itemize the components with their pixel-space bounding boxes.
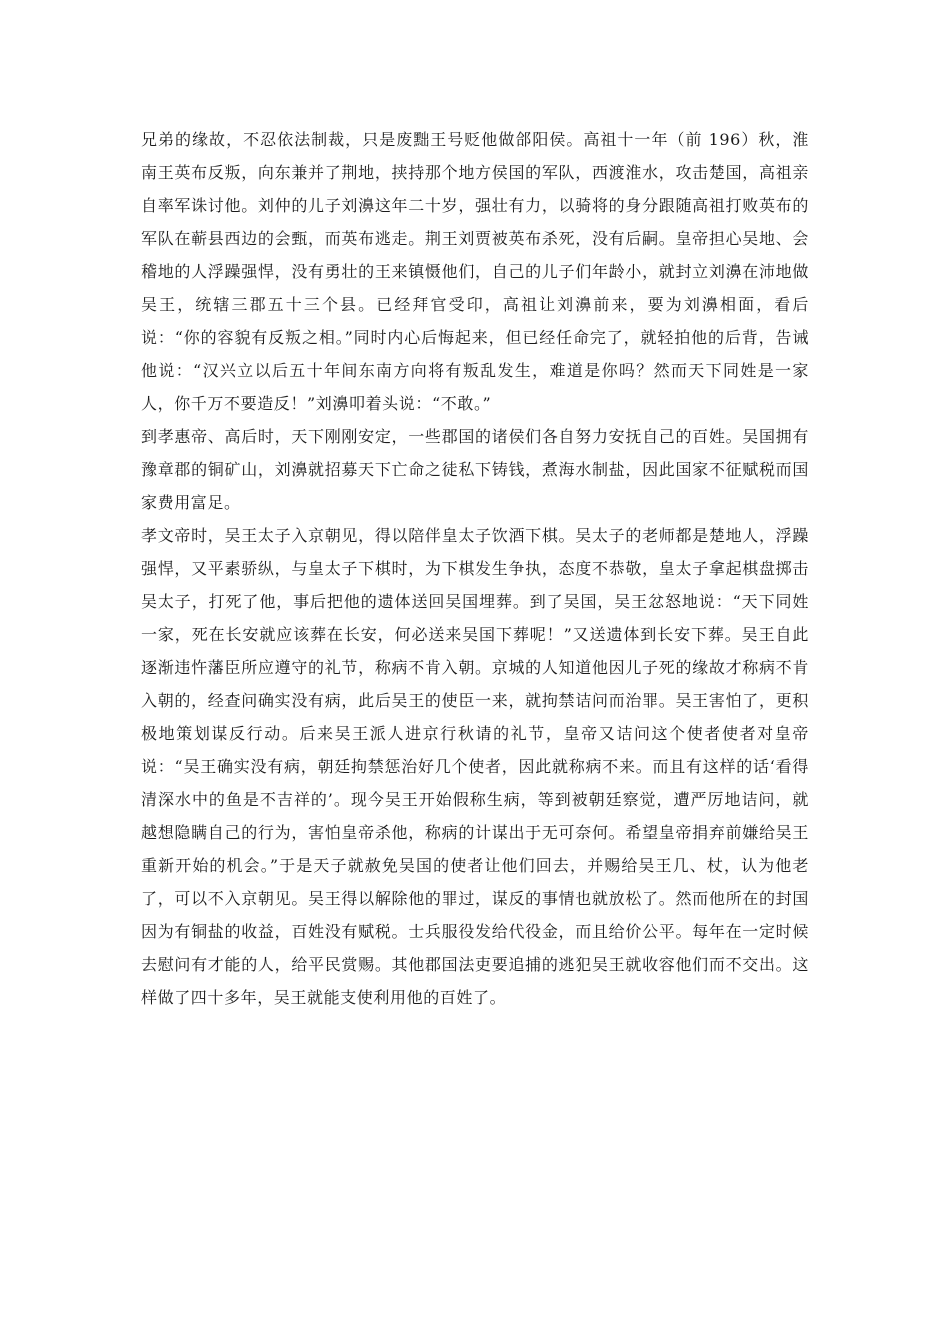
document-body bbox=[141, 123, 809, 1014]
paragraph: 兄弟的缘故，不忍依法制裁，只是废黜王号贬他做郃阳侯。高祖十一年（前 196）秋，淮南王英布反叛，向东兼并了荆地，挟持那个地方侯国的军队，西渡淮水，攻击楚国，高祖亲自率军诛讨他。刘仲的儿子刘濞这年二十岁，强壮有力，以骑将的身分跟随高祖打败英布的军队在蕲县西边的会甄，而英布逃走。荆王刘贾被英布杀死，没有后嗣。皇帝担心吴地、会稽地的人浮躁强悍，没有勇壮的王来镇慑他们，自己的儿子们年龄小，就封立刘濞在沛地做吴王，统辖三郡五十三个县。已经拜官受印，高祖让刘濞前来，要为刘濞相面，看后说：“你的容貌有反叛之相。”同时内心后悔起来，但已经任命完了，就轻拍他的后背，告诫他说：“汉兴立以后五十年间东南方向将有叛乱发生，难道是你吗？然而天下同姓是一家人，你千万不要造反！”刘濞叩着头说：“不敢。” bbox=[141, 130, 809, 413]
paragraph: 到孝惠帝、高后时，天下刚刚安定，一些郡国的诸侯们各自努力安抚自己的百姓。吴国拥有豫章郡的铜矿山，刘濞就招募天下亡命之徒私下铸钱，煮海水制盐，因此国家不征赋税而国家费用富足。 bbox=[141, 427, 809, 512]
paragraph: 孝文帝时，吴王太子入京朝见，得以陪伴皇太子饮酒下棋。吴太子的老师都是楚地人，浮躁强悍，又平素骄纵，与皇太子下棋时，为下棋发生争执，态度不恭敬，皇太子拿起棋盘掷击吴太子，打死了他，事后把他的遗体送回吴国埋葬。到了吴国，吴王忿怒地说：“天下同姓一家，死在长安就应该葬在长安，何必送来吴国下葬呢！”又送遗体到长安下葬。吴王自此逐渐违忤藩臣所应遵守的礼节，称病不肯入朝。京城的人知道他因儿子死的缘故才称病不肯入朝的，经查问确实没有病，此后吴王的使臣一来，就拘禁诘问而治罪。吴王害怕了，更积极地策划谋反行动。后来吴王派人进京行秋请的礼节，皇帝又诘问这个使者使者对皇帝说：“吴王确实没有病，朝廷拘禁惩治好几个使者，因此就称病不来。而且有这样的话‘看得清深水中的鱼是不吉祥的’。现今吴王开始假称生病，等到被朝廷察觉，遭严厉地诘问，就越想隐瞒自己的行为，害怕皇帝杀他，称病的计谋出于无可奈何。希望皇帝捐弃前嫌给吴王重新开始的机会。”于是天子就赦免吴国的使者让他们回去，并赐给吴王几、杖，认为他老了，可以不入京朝见。吴王得以解除他的罪过，谋反的事情也就放松了。然而他所在的封国因为有铜盐的收益，百姓没有赋税。士兵服役发给代役金，而且给价公平。每年在一定时候去慰问有才能的人，给平民赏赐。其他郡国法吏要追捕的逃犯吴王就收容他们而不交出。这样做了四十多年，吴王就能支使利用他的百姓了。 bbox=[141, 526, 809, 1007]
